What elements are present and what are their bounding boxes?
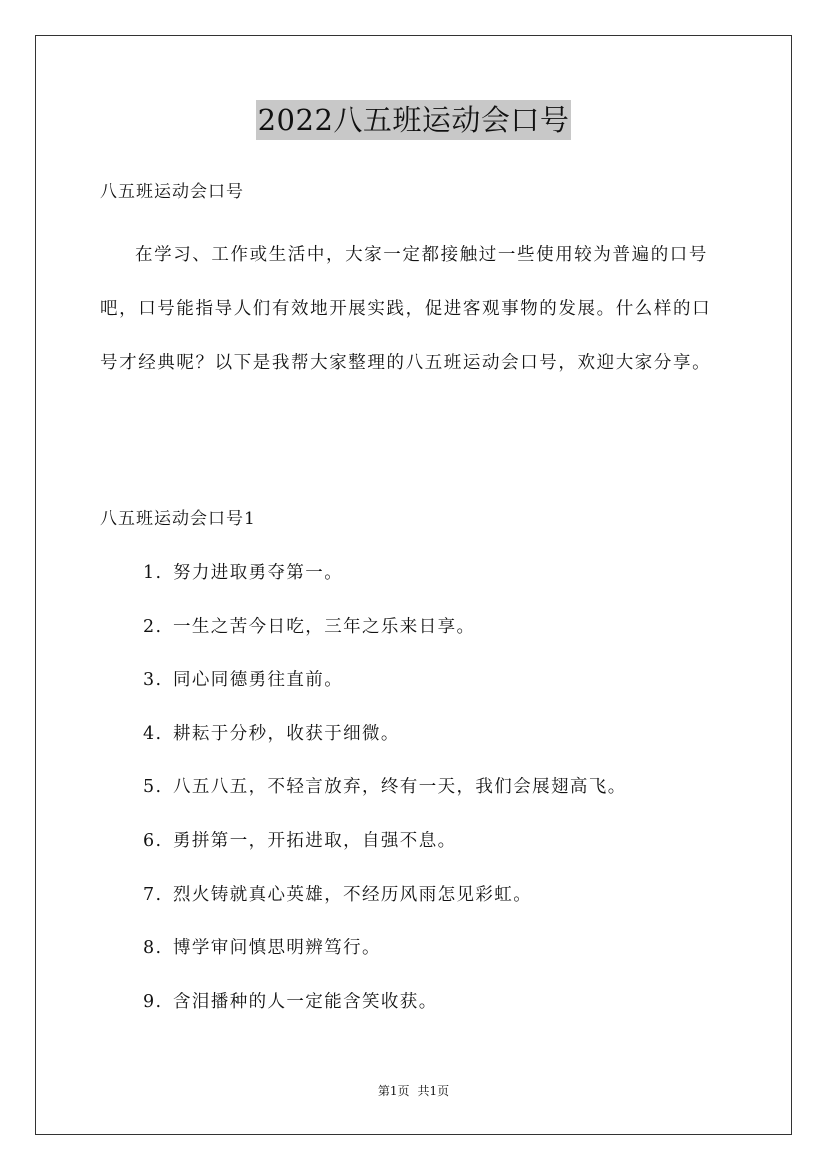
list-item-number: 5.: [143, 777, 163, 798]
list-item-text: 博学审问慎思明辨笃行。: [173, 938, 381, 959]
list-item: [143, 932, 627, 986]
list-item-text: 烈火铸就真心英雄，不经历风雨怎见彩虹。: [173, 884, 533, 905]
list-item-text: 同心同德勇往直前。: [173, 670, 344, 691]
slogan-list: [143, 557, 627, 1039]
list-item-number: 1.: [143, 563, 163, 583]
section-heading: 八五班运动会口号1: [100, 509, 256, 529]
list-item: [143, 879, 627, 933]
document-subtitle: 八五班运动会口号: [100, 182, 244, 202]
list-item: [143, 771, 627, 825]
list-item: [143, 825, 627, 879]
intro-paragraph: 在学习、工作或生活中，大家一定都接触过一些使用较为普遍的口号吧，口号能指导人们有效地开展实践，促进客观事物的发展。什么样的口号才经典呢？以下是我帮大家整理的八五班运动会口号，欢迎大家分享。: [100, 245, 712, 373]
list-item-text: 八五八五，不轻言放弃，终有一天，我们会展翅高飞。: [173, 777, 627, 798]
list-item-number: 8.: [143, 938, 163, 959]
list-item: [143, 986, 627, 1040]
document-title: 2022八五班运动会口号: [256, 100, 572, 140]
page-footer: [0, 1081, 827, 1101]
list-item: [143, 718, 627, 772]
list-item-text: 一生之苦今日吃，三年之乐来日享。: [173, 616, 476, 637]
list-item-number: 9.: [143, 991, 163, 1012]
list-item-text: 努力进取勇夺第一。: [173, 563, 344, 583]
page-number-current: 第1页: [377, 1084, 410, 1098]
page-number-total: 共1页: [417, 1084, 450, 1098]
list-item-number: 4.: [143, 723, 163, 744]
list-item: [143, 557, 627, 611]
list-item-number: 7.: [143, 884, 163, 905]
list-item-number: 6.: [143, 830, 163, 851]
list-item-text: 耕耘于分秒，收获于细微。: [173, 723, 400, 744]
list-item: [143, 664, 627, 718]
list-item: [143, 611, 627, 665]
list-item-number: 2.: [143, 616, 163, 637]
list-item-text: 含泪播种的人一定能含笑收获。: [173, 991, 438, 1012]
list-item-text: 勇拼第一，开拓进取，自强不息。: [173, 830, 457, 851]
list-item-number: 3.: [143, 670, 163, 691]
title-container: [0, 100, 827, 140]
